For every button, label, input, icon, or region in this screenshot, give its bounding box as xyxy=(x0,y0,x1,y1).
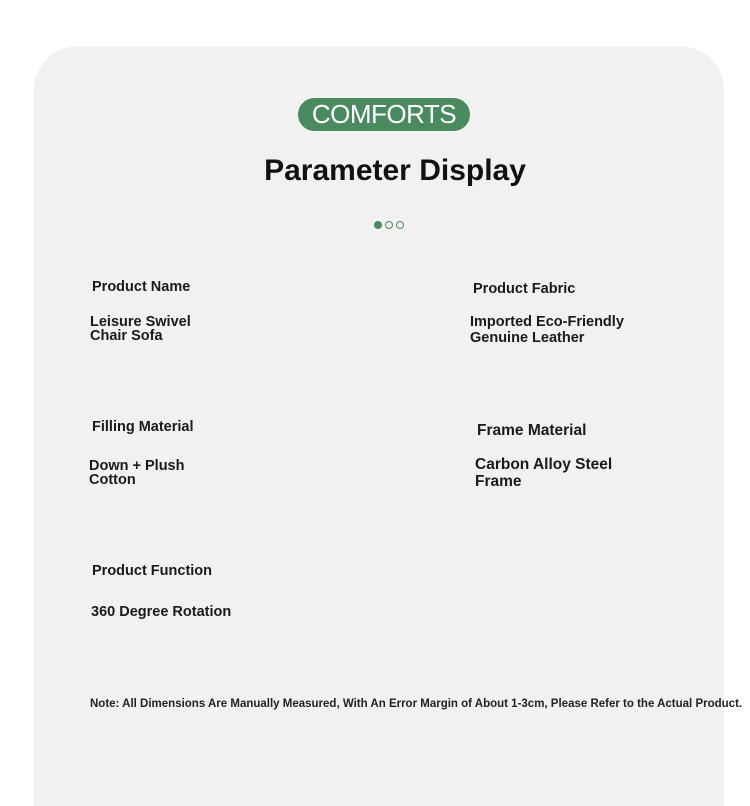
page-title: Parameter Display xyxy=(264,154,526,187)
comforts-badge: COMFORTS xyxy=(298,98,470,131)
pager-dot-active[interactable] xyxy=(374,221,382,229)
frame-material-label: Frame Material xyxy=(477,422,587,439)
frame-material-value: Carbon Alloy Steel Frame xyxy=(475,456,613,490)
filling-material-label: Filling Material xyxy=(92,419,194,435)
product-fabric-value: Imported Eco-Friendly Genuine Leather xyxy=(470,314,624,346)
product-name-value: Leisure Swivel Chair Sofa xyxy=(90,314,191,344)
product-function-label: Product Function xyxy=(92,563,213,579)
carousel-pager xyxy=(374,221,404,230)
product-fabric-label: Product Fabric xyxy=(473,281,576,297)
pager-dot[interactable] xyxy=(396,221,404,229)
product-function-value: 360 Degree Rotation xyxy=(91,604,232,620)
measurement-note: Note: All Dimensions Are Manually Measured, With An Error Margin of About 1-3cm, Please Refer to the Actual Product. xyxy=(90,698,743,710)
pager-dot[interactable] xyxy=(385,221,393,229)
product-name-label: Product Name xyxy=(92,279,191,295)
filling-material-value: Down + Plush Cotton xyxy=(89,458,185,488)
